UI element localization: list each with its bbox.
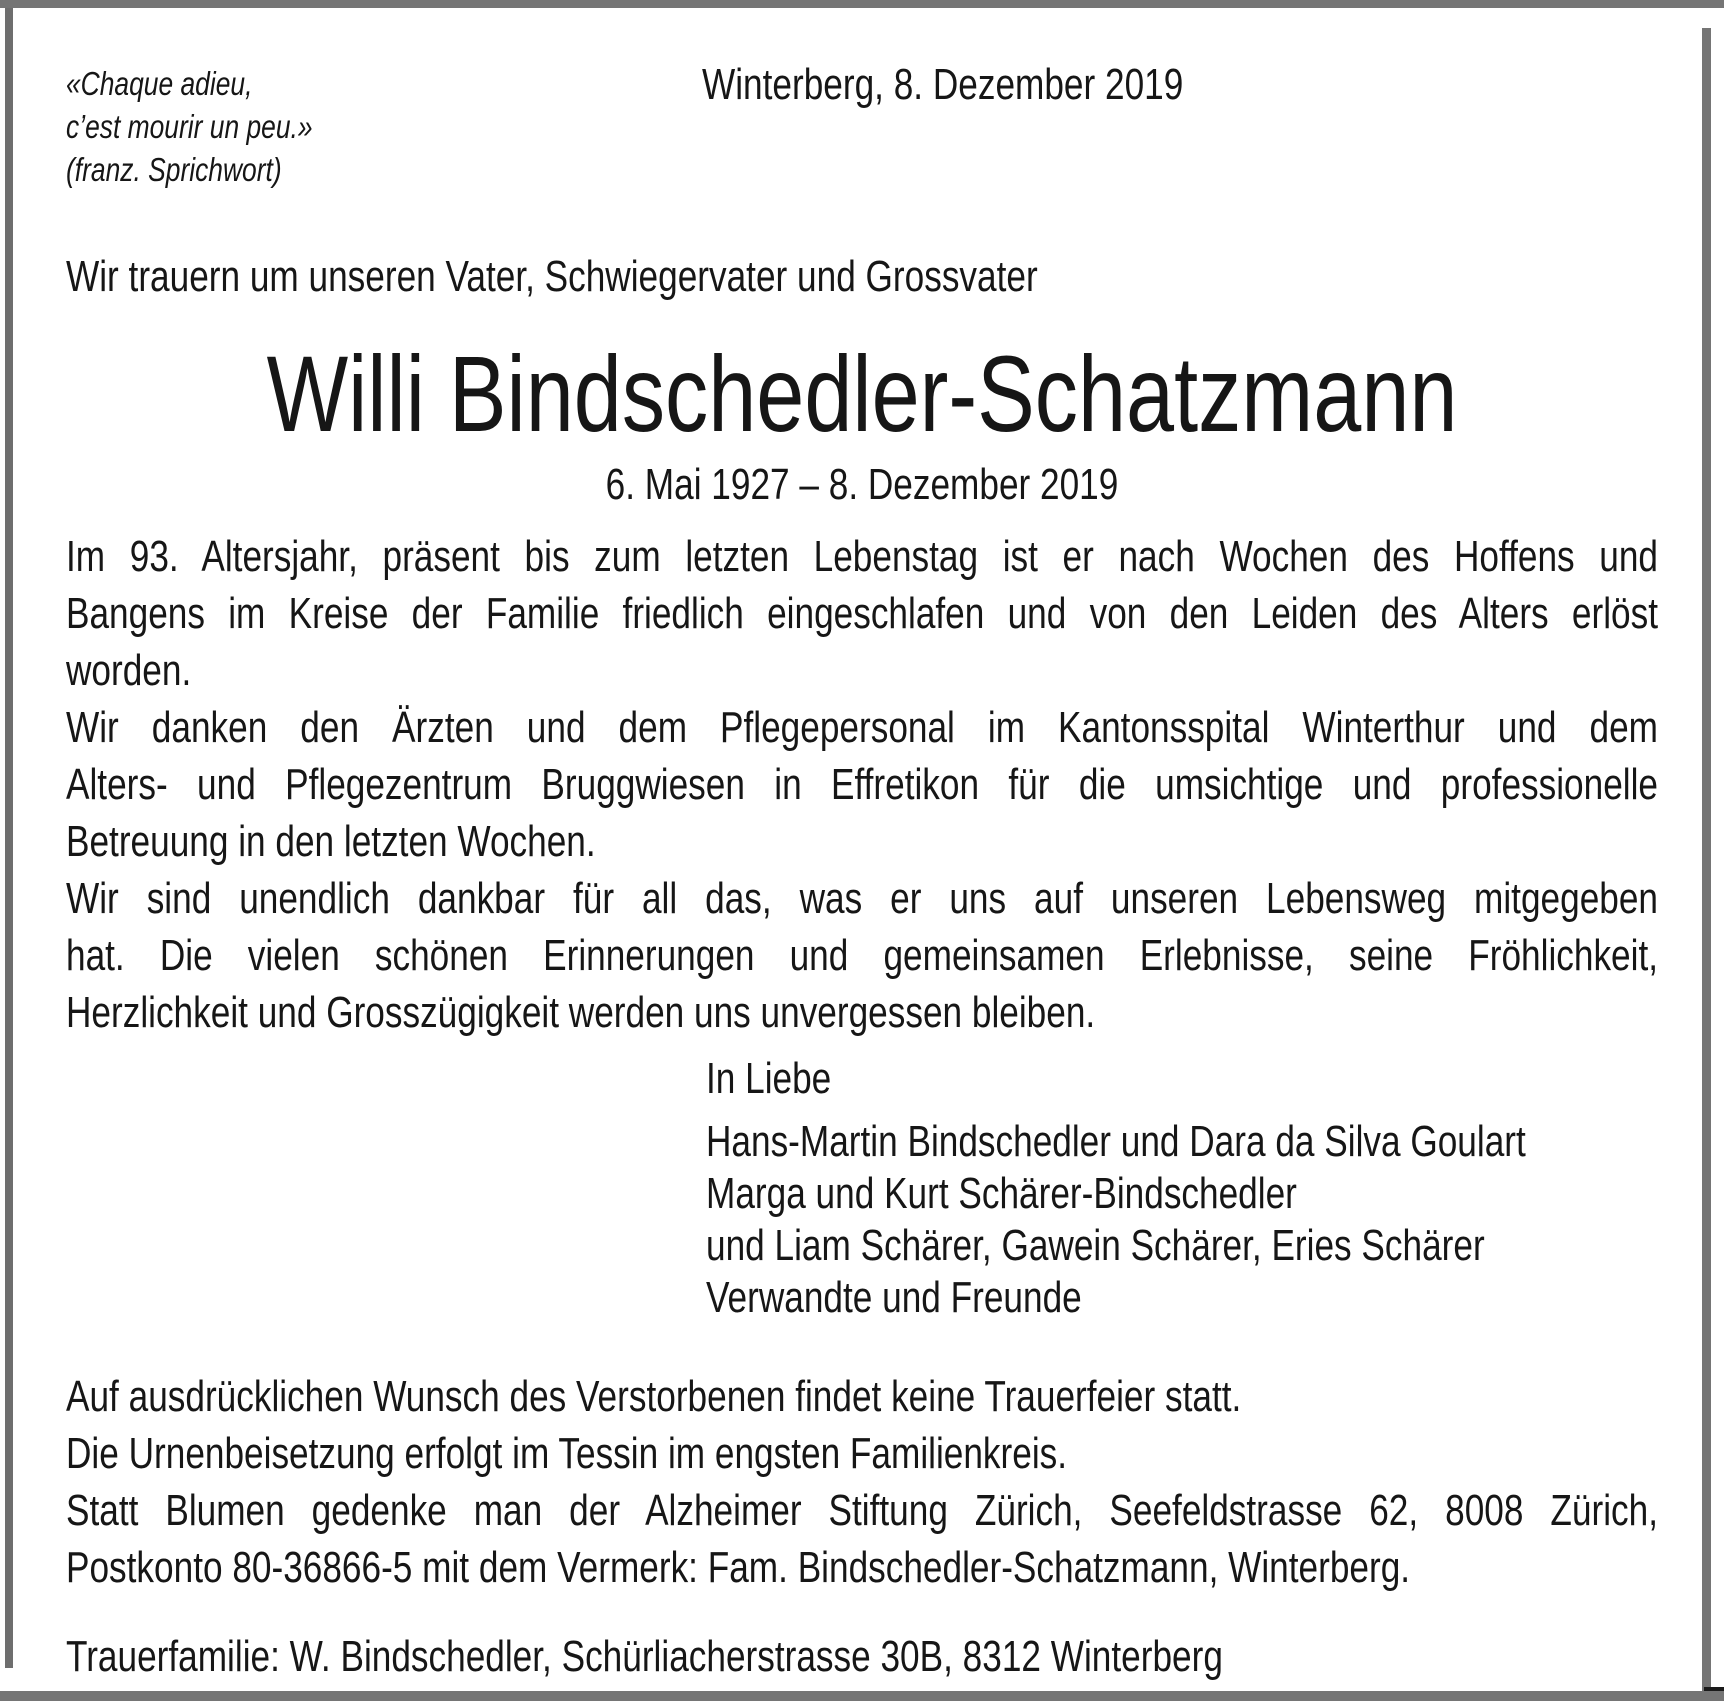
mourner-line: und Liam Schärer, Gawein Schärer, Eries Schärer	[706, 1221, 1485, 1270]
obituary-paragraph	[66, 699, 1658, 870]
obituary-body	[66, 528, 1658, 1041]
body-line: Wir sind unendlich dankbar für all das, was er uns auf unseren Lebensweg mitgegeben	[66, 874, 1658, 923]
closing-salutation: In Liebe	[706, 1054, 832, 1103]
scan-border-right	[1702, 28, 1711, 1691]
epigraph-quote	[66, 62, 313, 191]
mourner-line: Marga und Kurt Schärer-Bindschedler	[706, 1169, 1297, 1218]
body-line: Alters- und Pflegezentrum Bruggwiesen in Effretikon für die umsichtige und professionelle	[66, 760, 1658, 809]
family-contact-line: Trauerfamilie: W. Bindschedler, Schürliacherstrasse 30B, 8312 Winterberg	[66, 1632, 1223, 1681]
body-line: Im 93. Altersjahr, präsent bis zum letzten Lebenstag ist er nach Wochen des Hoffens und	[66, 532, 1658, 581]
body-line: hat. Die vielen schönen Erinnerungen und gemeinsamen Erlebnisse, seine Fröhlichkeit,	[66, 931, 1658, 980]
scan-border-top	[0, 0, 1724, 8]
epigraph-line: c’est mourir un peu.»	[66, 108, 313, 145]
notice-line: Auf ausdrücklichen Wunsch des Verstorbenen findet keine Trauerfeier statt.	[66, 1372, 1242, 1421]
mourners-list	[706, 1116, 1526, 1324]
body-line: worden.	[66, 646, 192, 695]
mourner-line: Hans-Martin Bindschedler und Dara da Silva Goulart	[706, 1117, 1526, 1166]
closing-block	[706, 1050, 1526, 1324]
obituary-paragraph	[66, 870, 1658, 1041]
deceased-name-title: Willi Bindschedler-Schatzmann	[266, 333, 1458, 454]
donation-notice-line: Postkonto 80-36866-5 mit dem Vermerk: Fam. Bindschedler-Schatzmann, Winterberg.	[66, 1543, 1411, 1592]
funeral-notices	[66, 1368, 1658, 1596]
place-date-line: Winterberg, 8. Dezember 2019	[702, 60, 1184, 109]
birth-death-dates: 6. Mai 1927 – 8. Dezember 2019	[605, 460, 1119, 509]
body-line: Betreuung in den letzten Wochen.	[66, 817, 596, 866]
notice-line: Die Urnenbeisetzung erfolgt im Tessin im engsten Familienkreis.	[66, 1429, 1068, 1478]
donation-notice-line: Statt Blumen gedenke man der Alzheimer Stiftung Zürich, Seefeldstrasse 62, 8008 Zürich,	[66, 1486, 1658, 1535]
scan-artifact-notch	[1704, 1687, 1724, 1691]
mourning-intro-line: Wir trauern um unseren Vater, Schwiegervater und Grossvater	[66, 252, 1038, 301]
epigraph-line: (franz. Sprichwort)	[66, 151, 282, 188]
body-line: Wir danken den Ärzten und dem Pflegepersonal im Kantonsspital Winterthur und dem	[66, 703, 1658, 752]
obituary-paragraph	[66, 528, 1658, 699]
scan-border-left	[5, 8, 13, 1668]
scan-border-bottom	[0, 1691, 1724, 1701]
body-line: Bangens im Kreise der Familie friedlich eingeschlafen und von den Leiden des Alters erlöst	[66, 589, 1658, 638]
body-line: Herzlichkeit und Grosszügigkeit werden uns unvergessen bleiben.	[66, 988, 1096, 1037]
epigraph-line: «Chaque adieu,	[66, 65, 253, 102]
mourner-line: Verwandte und Freunde	[706, 1273, 1082, 1322]
